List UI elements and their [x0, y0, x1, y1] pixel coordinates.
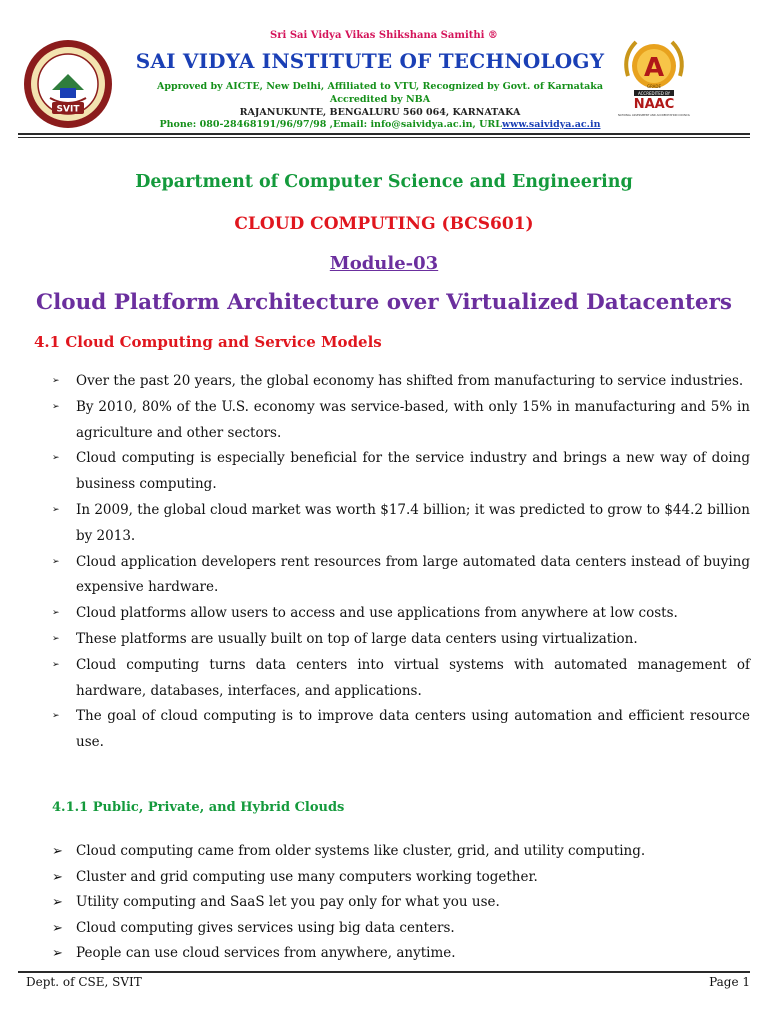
list-item: ➢ Cloud platforms allow users to access and use applications from anywhere at low costs.	[52, 601, 750, 627]
list-item: ➢ Cloud computing gives services using big data centers.	[52, 916, 750, 942]
arrow-bullet-icon: ➢	[52, 895, 63, 911]
arrow-bullet-icon: ➢	[52, 376, 60, 386]
contact-text: Phone: 080-28468191/96/97/98 ,Email: info@saividya.ac.in, URL	[159, 119, 502, 130]
arrow-bullet-icon: ➢	[52, 608, 60, 619]
accreditation-line: Accredited by NBA	[329, 94, 431, 105]
list-item: ➢ Cloud computing is especially beneficial for the service industry and brings a new way of doing business computing.	[52, 446, 750, 498]
header-rule-thin	[18, 137, 750, 138]
bullet-list-4-1	[52, 369, 750, 756]
list-item: ➢ The goal of cloud computing is to improve data centers using automation and efficient resource use.	[52, 704, 750, 756]
list-item: ➢ These platforms are usually built on top of large data centers using virtualization.	[52, 627, 750, 653]
svit-logo	[22, 38, 114, 130]
naac-grade-label: GRADE	[646, 84, 662, 89]
section-heading-4-1: 4.1 Cloud Computing and Service Models	[34, 333, 382, 351]
contact-line	[110, 118, 650, 131]
chapter-title: Cloud Platform Architecture over Virtualized Datacenters	[35, 290, 732, 315]
arrow-bullet-icon: ➢	[52, 401, 60, 412]
department-title: Department of Computer Science and Engineering	[135, 172, 633, 192]
naac-accredited-label: ACCREDITED BY	[637, 90, 671, 96]
list-item: ➢ Utility computing and SaaS let you pay only for what you use.	[52, 890, 750, 916]
header-rule	[18, 133, 750, 135]
website-link[interactable]: www.saividya.ac.in	[501, 119, 601, 130]
list-item: ➢ People can use cloud services from anywhere, anytime.	[52, 941, 750, 967]
arrow-bullet-icon: ➢	[52, 711, 60, 722]
approval-line: Approved by AICTE, New Delhi, Affiliated to VTU, Recognized by Govt. of Karnataka	[156, 81, 604, 92]
arrow-bullet-icon: ➢	[52, 946, 63, 962]
arrow-bullet-icon: ➢	[52, 659, 60, 670]
course-title: CLOUD COMPUTING (BCS601)	[234, 214, 534, 234]
bullet-list-4-1-1	[52, 839, 750, 967]
page-number: Page 1	[709, 975, 750, 989]
arrow-bullet-icon: ➢	[52, 844, 63, 859]
list-item: ➢ By 2010, 80% of the U.S. economy was service-based, with only 15% in manufacturing and 5% in agriculture and other sectors.	[52, 395, 750, 447]
naac-council: NATIONAL ASSESSMENT AND ACCREDITATION COUNCIL	[618, 114, 690, 117]
list-item: ➢ In 2009, the global cloud market was worth $17.4 billion; it was predicted to grow to $44.2 billion by 2013.	[52, 498, 750, 550]
list-item: ➢ Cloud computing turns data centers into virtual systems with automated management of hardware, databases, interfaces, and applications.	[52, 653, 750, 705]
institute-name: SAI VIDYA INSTITUTE OF TECHNOLOGY	[135, 49, 605, 73]
list-item: ➢ Cloud application developers rent resources from large automated data centers instead of buying expensive hardware.	[52, 550, 750, 602]
naac-text: NAAC	[633, 97, 675, 112]
svit-logo-text: SVIT	[56, 104, 80, 115]
naac-grade: A	[643, 53, 665, 83]
arrow-bullet-icon: ➢	[52, 556, 60, 567]
list-item: ➢ Cloud computing came from older systems like cluster, grid, and utility computing.	[52, 839, 750, 865]
list-item: ➢ Cluster and grid computing use many computers working together.	[52, 865, 750, 891]
arrow-bullet-icon: ➢	[52, 504, 60, 515]
section-heading-4-1-1: 4.1.1 Public, Private, and Hybrid Clouds	[52, 800, 345, 815]
list-item: ➢ Over the past 20 years, the global economy has shifted from manufacturing to service industries.	[52, 369, 750, 395]
address-line: RAJANUKUNTE, BENGALURU 560 064, KARNATAKA	[239, 107, 521, 118]
arrow-bullet-icon: ➢	[52, 633, 60, 644]
module-title: Module-03	[329, 253, 439, 274]
arrow-bullet-icon: ➢	[52, 920, 63, 936]
arrow-bullet-icon: ➢	[52, 869, 63, 885]
arrow-bullet-icon: ➢	[52, 453, 60, 464]
footer-department: Dept. of CSE, SVIT	[26, 975, 142, 989]
samithi-name: Sri Sai Vidya Vikas Shikshana Samithi ®	[270, 30, 498, 41]
footer-rule	[18, 971, 750, 973]
